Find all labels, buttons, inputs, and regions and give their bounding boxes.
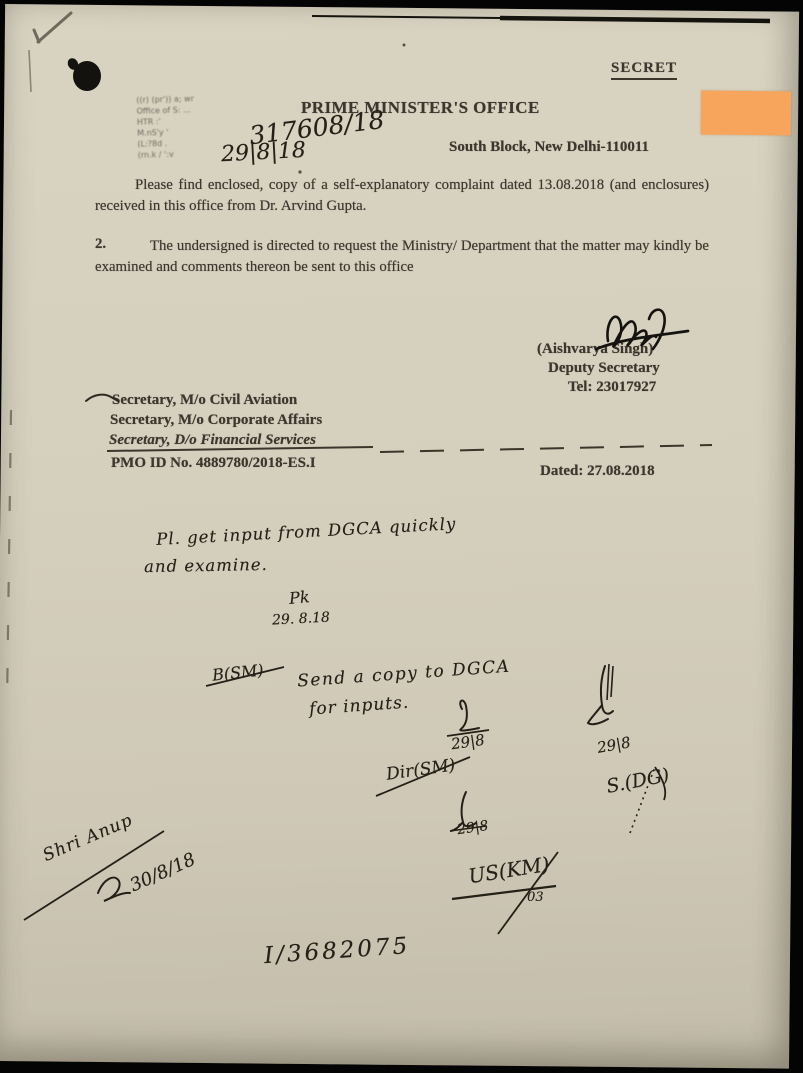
handwritten-diary-date: 29|8|18 bbox=[220, 137, 307, 168]
pencil-line bbox=[29, 50, 31, 92]
recipient-civil-aviation: Secretary, M/o Civil Aviation bbox=[112, 392, 298, 408]
body-paragraph-2 bbox=[95, 236, 709, 277]
handwritten-note1-initials: Pk bbox=[288, 587, 311, 608]
handwritten-dir-date: 29|8 bbox=[456, 817, 490, 839]
signatory-name: (Aishvarya Singh) bbox=[537, 341, 654, 357]
flourish-stroke bbox=[588, 666, 613, 724]
handwritten-bottom-left-date: 30/8/18 bbox=[126, 848, 199, 897]
dashed-separator bbox=[380, 445, 712, 452]
pmo-id-number: PMO ID No. 4889780/2018-ES.I bbox=[111, 455, 316, 471]
letterhead-address: South Block, New Delhi-110011 bbox=[449, 139, 650, 155]
body-paragraph-1: Please find enclosed, copy of a self-explanatory complaint dated 13.08.2018 (and enclosures) received in this office from Dr. Arvind Gupta. bbox=[95, 177, 709, 214]
flourish-stroke bbox=[607, 664, 613, 700]
handwritten-diary-number: 317608/18 bbox=[247, 104, 386, 151]
dated-label: Dated: 27.08.2018 bbox=[540, 463, 655, 479]
speck bbox=[298, 170, 301, 173]
stamp-line: HTR :' bbox=[136, 117, 161, 127]
initial-stroke bbox=[460, 701, 479, 731]
sticky-note bbox=[701, 91, 791, 136]
checkmark-stroke bbox=[34, 13, 71, 42]
stamp-line: M.nS'y ' bbox=[137, 127, 169, 138]
ink-blob bbox=[66, 56, 81, 71]
initial-stroke bbox=[98, 878, 130, 901]
handwritten-note2-marker: B(SM) bbox=[211, 660, 265, 685]
scan-edge-line bbox=[500, 18, 770, 21]
handwritten-note2-line1: Send a copy to DGCA bbox=[296, 656, 512, 692]
handwritten-note1-date: 29. 8.18 bbox=[271, 609, 331, 629]
stamp-line: ((r) (pr')) a; wr bbox=[136, 94, 195, 105]
handwritten-us-km-initial: 03 bbox=[527, 890, 544, 905]
handwritten-right-date: 29|8 bbox=[595, 733, 632, 757]
stamp-line: (L:?8d . bbox=[137, 138, 168, 149]
ink-blob bbox=[73, 61, 101, 91]
recipient-corporate-affairs: Secretary, M/o Corporate Affairs bbox=[110, 412, 323, 428]
recipient-financial-services: Secretary, D/o Financial Services bbox=[109, 432, 316, 448]
paragraph-number: 2. bbox=[95, 236, 107, 252]
scan-edge-line bbox=[312, 16, 500, 18]
stamp-line: (rn.k / ':v bbox=[137, 149, 174, 160]
handwritten-note1-line2: and examine. bbox=[143, 554, 268, 577]
speck bbox=[403, 44, 406, 47]
handwritten-right-signature: S.(DG) bbox=[604, 764, 672, 798]
handwritten-note2-line2: for inputs. bbox=[308, 692, 410, 720]
signatory-phone: Tel: 23017927 bbox=[568, 379, 657, 395]
handwritten-note2-date: 29|8 bbox=[449, 730, 486, 754]
paragraph-text: The undersigned is directed to request the Ministry/ Department that the matter may kindly be examined and comments thereon be sent to this office bbox=[95, 238, 709, 275]
handwritten-dir-marker: Dir(SM) bbox=[384, 755, 457, 785]
handwritten-bottom-left-name: Shri Anup bbox=[39, 810, 136, 866]
classification-marking: SECRET bbox=[611, 60, 677, 80]
handwritten-us-km: US(KM) bbox=[466, 851, 551, 889]
binding-dashes bbox=[7, 410, 11, 705]
handwritten-file-number: I/3682075 bbox=[263, 932, 412, 970]
stamp-line: Office of S: ... bbox=[136, 105, 191, 116]
letterhead-title: PRIME MINISTER'S OFFICE bbox=[301, 98, 540, 117]
handwritten-note1-line1: Pl. get input from DGCA quickly bbox=[155, 514, 457, 549]
signatory-designation: Deputy Secretary bbox=[548, 360, 660, 376]
